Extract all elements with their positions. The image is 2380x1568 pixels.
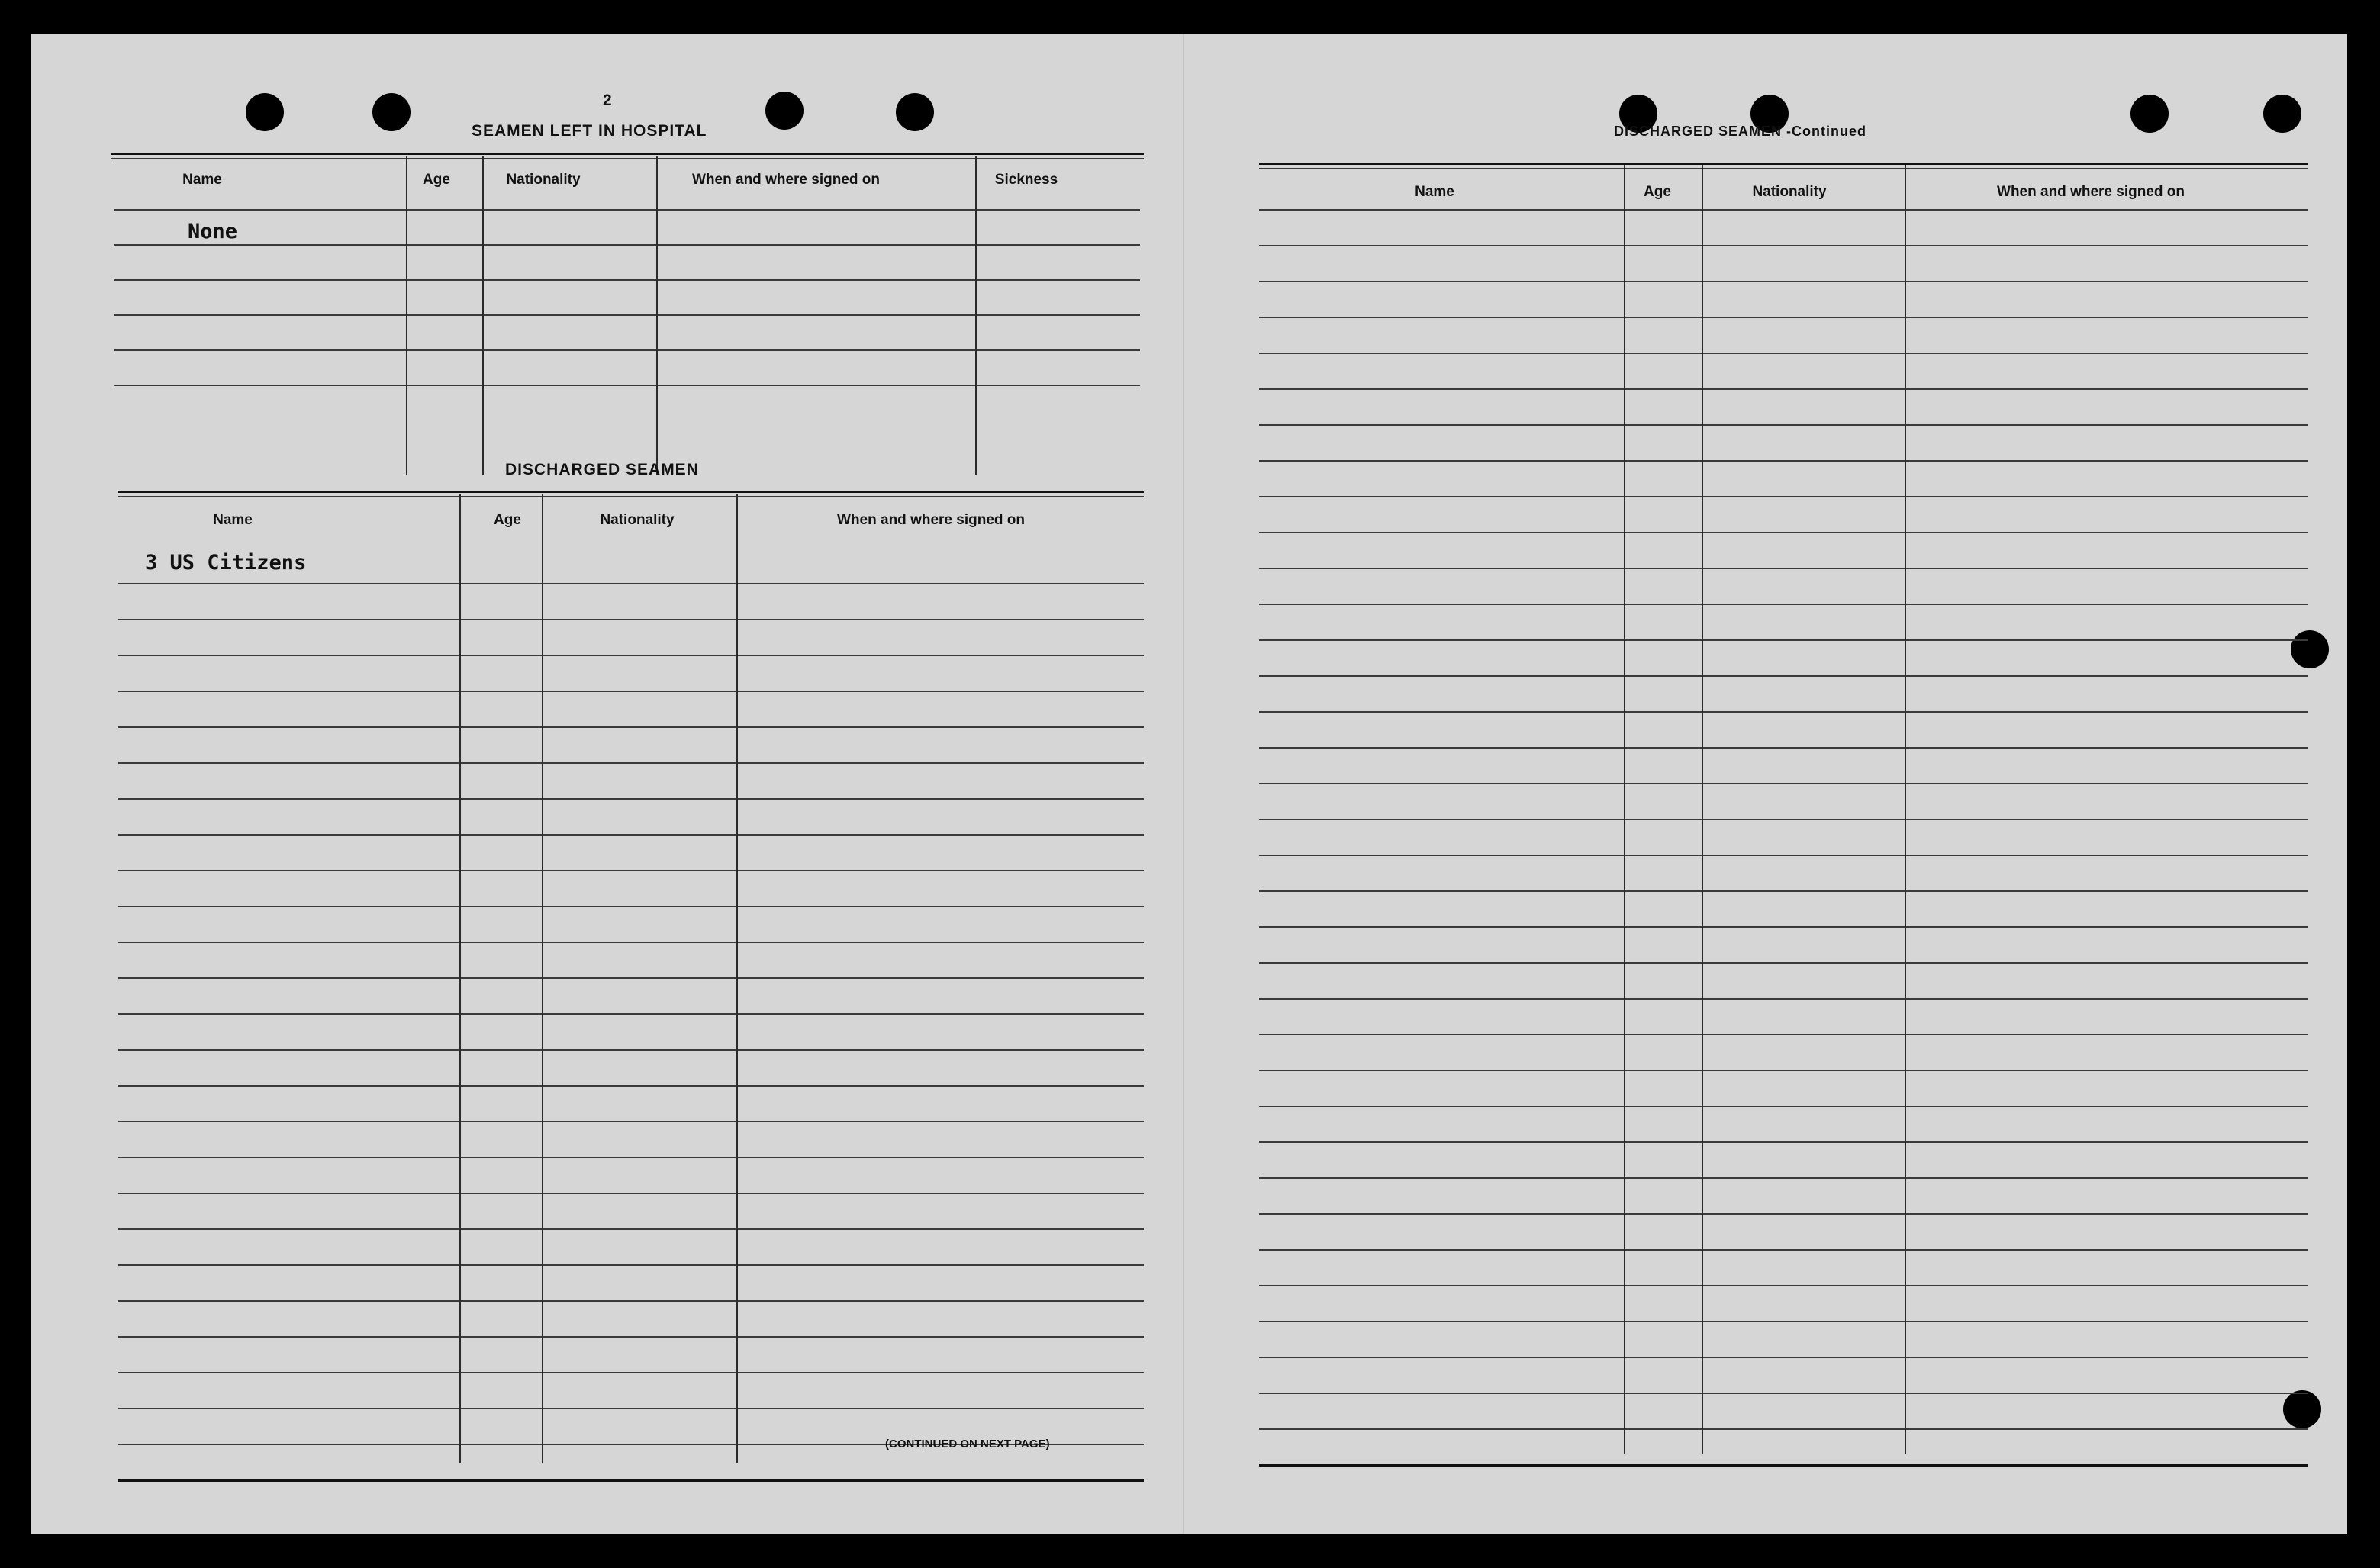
punch-hole bbox=[2130, 95, 2169, 133]
ruled-line bbox=[1259, 532, 2308, 533]
ruled-line bbox=[1259, 1464, 2308, 1467]
ruled-line bbox=[118, 655, 1144, 656]
ruled-line bbox=[118, 1193, 1144, 1194]
ruled-line bbox=[1259, 1393, 2308, 1394]
ruled-line bbox=[1259, 1428, 2308, 1430]
continued-footer: (CONTINUED ON NEXT PAGE) bbox=[885, 1438, 1050, 1450]
hospital-top-rule bbox=[111, 158, 1144, 159]
ruled-line bbox=[1259, 819, 2308, 820]
punch-hole bbox=[372, 93, 411, 131]
ruled-line bbox=[1259, 1034, 2308, 1035]
ruled-line bbox=[1259, 711, 2308, 713]
ruled-line bbox=[118, 834, 1144, 836]
ruled-line bbox=[1259, 998, 2308, 1000]
ruled-line bbox=[1259, 568, 2308, 569]
continued-header-nationality: Nationality bbox=[1752, 184, 1827, 200]
ruled-line bbox=[1259, 890, 2308, 892]
ruled-line bbox=[1259, 639, 2308, 641]
column-divider bbox=[975, 156, 977, 475]
ruled-line bbox=[118, 1121, 1144, 1122]
ruled-line bbox=[1259, 1249, 2308, 1251]
ruled-line bbox=[118, 906, 1144, 907]
ruled-line bbox=[118, 1336, 1144, 1338]
ruled-line bbox=[118, 1049, 1144, 1051]
hospital-header-name: Name bbox=[182, 172, 222, 188]
ruled-line bbox=[118, 1300, 1144, 1302]
continued-section-title: DISCHARGED SEAMEN -Continued bbox=[1614, 124, 1866, 139]
hospital-header-nationality: Nationality bbox=[506, 172, 581, 188]
ruled-line bbox=[1259, 747, 2308, 749]
punch-hole bbox=[2263, 95, 2301, 133]
punch-hole bbox=[896, 93, 934, 131]
ruled-line bbox=[1259, 424, 2308, 426]
ruled-line bbox=[1259, 962, 2308, 964]
ruled-line bbox=[1259, 209, 2308, 211]
page-number: 2 bbox=[603, 92, 613, 109]
hospital-header-age: Age bbox=[423, 172, 450, 188]
ruled-line bbox=[114, 349, 1140, 351]
ruled-line bbox=[114, 314, 1140, 316]
ruled-line bbox=[118, 977, 1144, 979]
ruled-line bbox=[1259, 1285, 2308, 1286]
ruled-line bbox=[1259, 460, 2308, 462]
column-divider bbox=[406, 156, 407, 475]
column-divider bbox=[656, 156, 658, 475]
discharged-header-name: Name bbox=[213, 512, 253, 528]
ruled-line bbox=[1259, 1141, 2308, 1143]
column-divider bbox=[736, 494, 738, 1463]
discharged-header-nationality: Nationality bbox=[600, 512, 675, 528]
document-sheet bbox=[31, 34, 2347, 1534]
ruled-line bbox=[118, 1408, 1144, 1409]
ruled-line bbox=[118, 942, 1144, 943]
column-divider bbox=[1905, 165, 1906, 1454]
discharged-section-title: DISCHARGED SEAMEN bbox=[505, 461, 699, 478]
ruled-line bbox=[1259, 926, 2308, 928]
ruled-line bbox=[118, 1228, 1144, 1230]
ruled-line bbox=[1259, 783, 2308, 784]
ruled-line bbox=[1259, 496, 2308, 497]
ruled-line bbox=[118, 1264, 1144, 1266]
ruled-line bbox=[1259, 1070, 2308, 1071]
ruled-line bbox=[118, 1013, 1144, 1015]
ruled-line bbox=[1259, 1357, 2308, 1358]
ruled-line bbox=[1259, 245, 2308, 246]
hospital-header-when-where: When and where signed on bbox=[692, 172, 880, 188]
discharged-entry-us-citizens: 3 US Citizens bbox=[145, 551, 307, 575]
ruled-line bbox=[1259, 1177, 2308, 1179]
ruled-line bbox=[118, 691, 1144, 692]
hospital-entry-none: None bbox=[188, 220, 238, 243]
discharged-top-rule bbox=[118, 496, 1144, 497]
hospital-header-sickness: Sickness bbox=[994, 172, 1058, 188]
ruled-line bbox=[1259, 281, 2308, 282]
continued-header-when-where: When and where signed on bbox=[1997, 184, 2185, 200]
ruled-line bbox=[1259, 388, 2308, 390]
ruled-line bbox=[1259, 604, 2308, 605]
ruled-line bbox=[114, 209, 1140, 211]
discharged-header-age: Age bbox=[494, 512, 521, 528]
ruled-line bbox=[118, 1157, 1144, 1158]
ruled-line bbox=[118, 583, 1144, 584]
continued-header-name: Name bbox=[1415, 184, 1454, 200]
continued-header-age: Age bbox=[1644, 184, 1671, 200]
punch-hole bbox=[2291, 630, 2329, 668]
ruled-line bbox=[118, 762, 1144, 764]
page-fold bbox=[1183, 34, 1184, 1534]
ruled-line bbox=[118, 870, 1144, 871]
continued-top-rule bbox=[1259, 163, 2308, 165]
hospital-top-rule bbox=[111, 153, 1144, 155]
ruled-line bbox=[1259, 317, 2308, 318]
column-divider bbox=[1702, 165, 1703, 1454]
punch-hole bbox=[765, 92, 804, 130]
continued-top-rule bbox=[1259, 168, 2308, 169]
punch-hole bbox=[246, 93, 284, 131]
ruled-line bbox=[118, 726, 1144, 728]
ruled-line bbox=[118, 1479, 1144, 1482]
ruled-line bbox=[1259, 855, 2308, 856]
column-divider bbox=[459, 494, 461, 1463]
ruled-line bbox=[118, 798, 1144, 800]
column-divider bbox=[482, 156, 484, 475]
ruled-line bbox=[114, 279, 1140, 281]
punch-hole bbox=[2283, 1390, 2321, 1428]
discharged-header-when-where: When and where signed on bbox=[837, 512, 1025, 528]
ruled-line bbox=[1259, 1213, 2308, 1215]
ruled-line bbox=[118, 1085, 1144, 1087]
hospital-section-title: SEAMEN LEFT IN HOSPITAL bbox=[472, 122, 707, 140]
ruled-line bbox=[114, 244, 1140, 246]
ruled-line bbox=[114, 385, 1140, 386]
ruled-line bbox=[1259, 1321, 2308, 1322]
ruled-line bbox=[118, 619, 1144, 620]
discharged-top-rule bbox=[118, 491, 1144, 493]
ruled-line bbox=[1259, 1106, 2308, 1107]
ruled-line bbox=[1259, 353, 2308, 354]
ruled-line bbox=[118, 1372, 1144, 1373]
column-divider bbox=[1624, 165, 1625, 1454]
column-divider bbox=[542, 494, 543, 1463]
ruled-line bbox=[1259, 675, 2308, 677]
